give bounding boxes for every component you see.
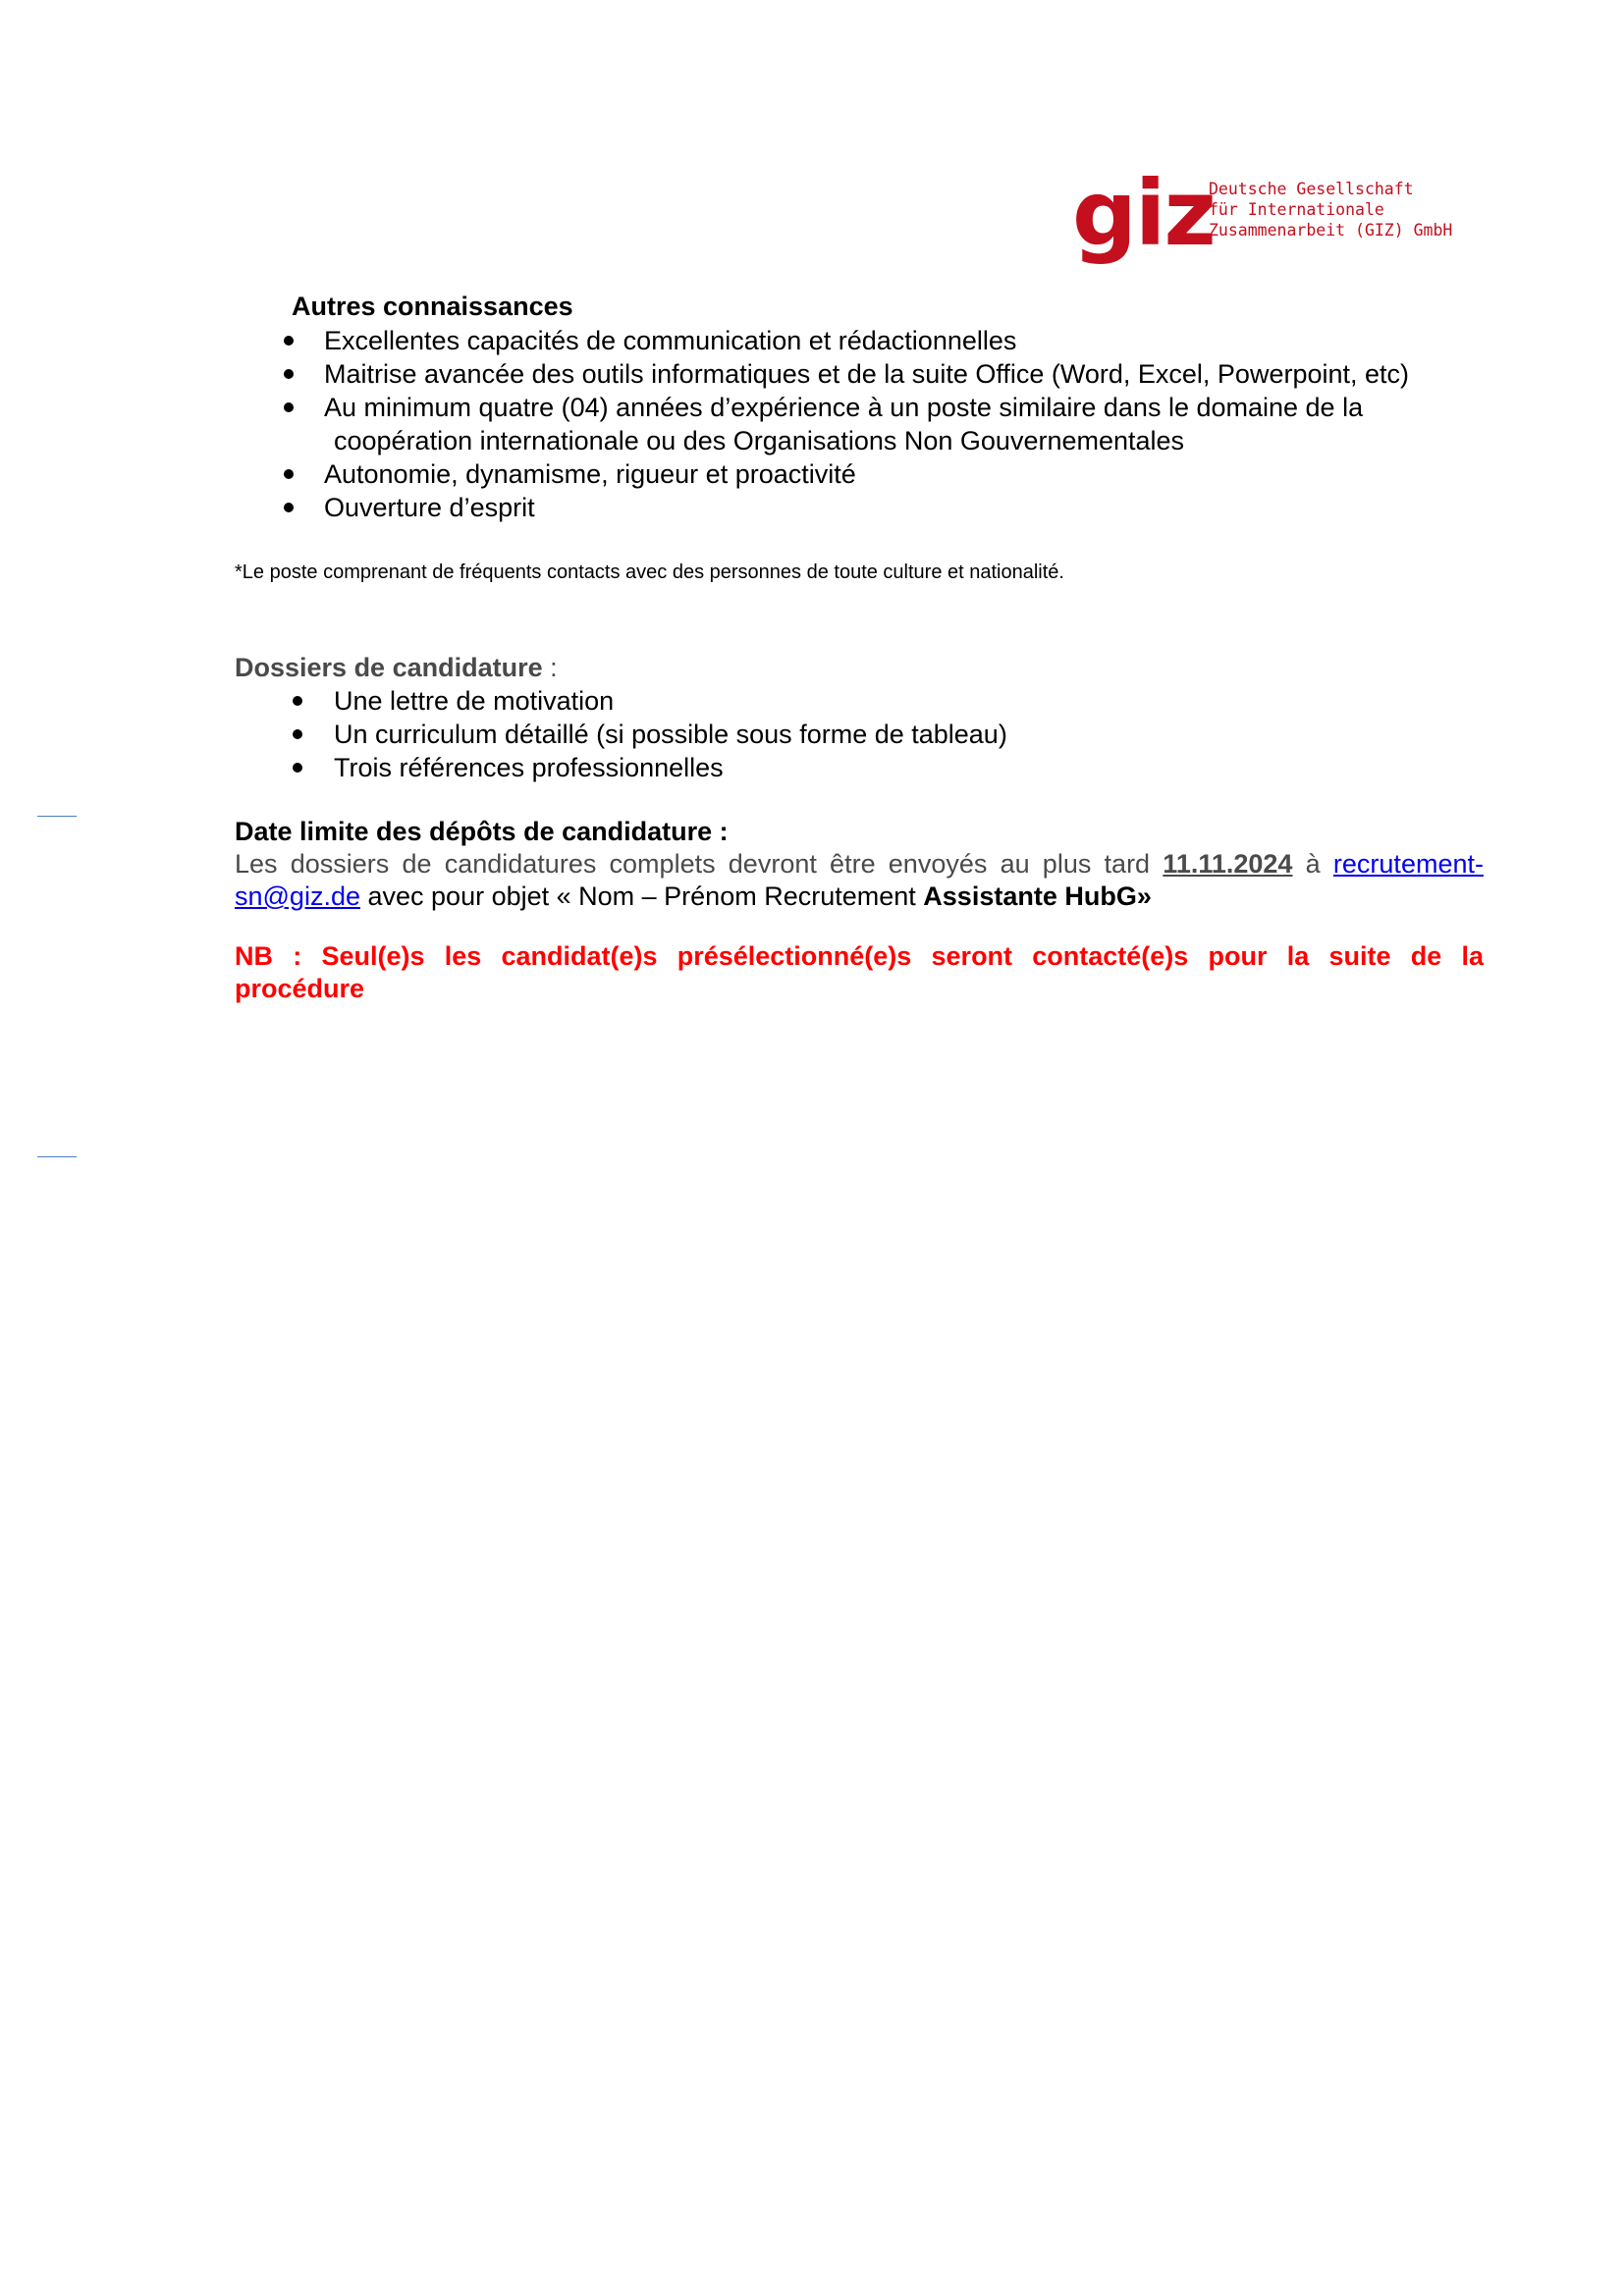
bullet-icon: [284, 503, 294, 512]
giz-logo-mark: giz: [1072, 161, 1215, 266]
subject-role: Assistante HubG»: [923, 881, 1152, 911]
list-item: Autonomie, dynamisme, rigueur et proactivité: [324, 457, 1409, 491]
email-link-part1[interactable]: recrutement-: [1332, 849, 1484, 879]
list-item: Trois références professionnelles: [334, 751, 1007, 784]
dossiers-heading-line: Dossiers de candidature :: [235, 653, 558, 682]
margin-mark: [37, 1156, 77, 1157]
logo-line: Zusammenarbeit (GIZ) GmbH: [1209, 221, 1453, 240]
dossiers-list: [334, 684, 1007, 784]
nb-notice: [235, 940, 1484, 1005]
list-item: Au minimum quatre (04) années d’expérience à un poste similaire dans le domaine de la coopération internationale ou des Organisations Non Gouvernementales: [324, 391, 1409, 457]
list-item: Excellentes capacités de communication et rédactionnelles: [324, 324, 1409, 357]
list-item: Ouverture d’esprit: [324, 491, 1409, 524]
autres-list: [324, 324, 1409, 524]
bullet-icon: [293, 729, 302, 739]
giz-logo-text: [1209, 179, 1452, 240]
bullet-icon: [284, 402, 294, 412]
dossiers-heading: Dossiers de candidature: [235, 653, 543, 682]
deadline-line-1: Les dossiers de candidatures complets devront être envoyés au plus tard 11.11.2024 à recrutement-: [235, 849, 1484, 879]
bullet-icon: [284, 469, 294, 479]
bullet-icon: [284, 369, 294, 379]
footnote: *Le poste comprenant de fréquents contacts avec des personnes de toute culture et nationalité.: [235, 561, 1064, 583]
logo-line: Deutsche Gesellschaft: [1209, 180, 1414, 198]
deadline-paragraph: [235, 848, 1484, 913]
margin-mark: [37, 816, 77, 817]
list-item: Un curriculum détaillé (si possible sous forme de tableau): [334, 718, 1007, 751]
email-link-part2[interactable]: sn@giz.de: [235, 881, 360, 911]
nb-line-1: NB : Seul(e)s les candidat(e)s présélectionné(e)s seront contacté(e)s pour la suite de la: [235, 941, 1484, 971]
nb-line-2: procédure: [235, 974, 365, 1003]
list-item: Une lettre de motivation: [334, 684, 1007, 718]
deadline-line-2: sn@giz.de avec pour objet « Nom – Prénom Recrutement Assistante HubG»: [235, 881, 1152, 911]
giz-logo: [1072, 161, 1465, 267]
autres-heading: Autres connaissances: [292, 292, 573, 321]
deadline-heading: Date limite des dépôts de candidature :: [235, 817, 729, 846]
logo-line: für Internationale: [1209, 200, 1384, 219]
list-item: Maitrise avancée des outils informatiques et de la suite Office (Word, Excel, Powerpoint, etc): [324, 357, 1409, 391]
bullet-icon: [293, 763, 302, 773]
deadline-date: 11.11.2024: [1163, 849, 1293, 879]
bullet-icon: [293, 696, 302, 706]
list-item-continuation: coopération internationale ou des Organisations Non Gouvernementales: [334, 426, 1185, 455]
bullet-icon: [284, 336, 294, 346]
